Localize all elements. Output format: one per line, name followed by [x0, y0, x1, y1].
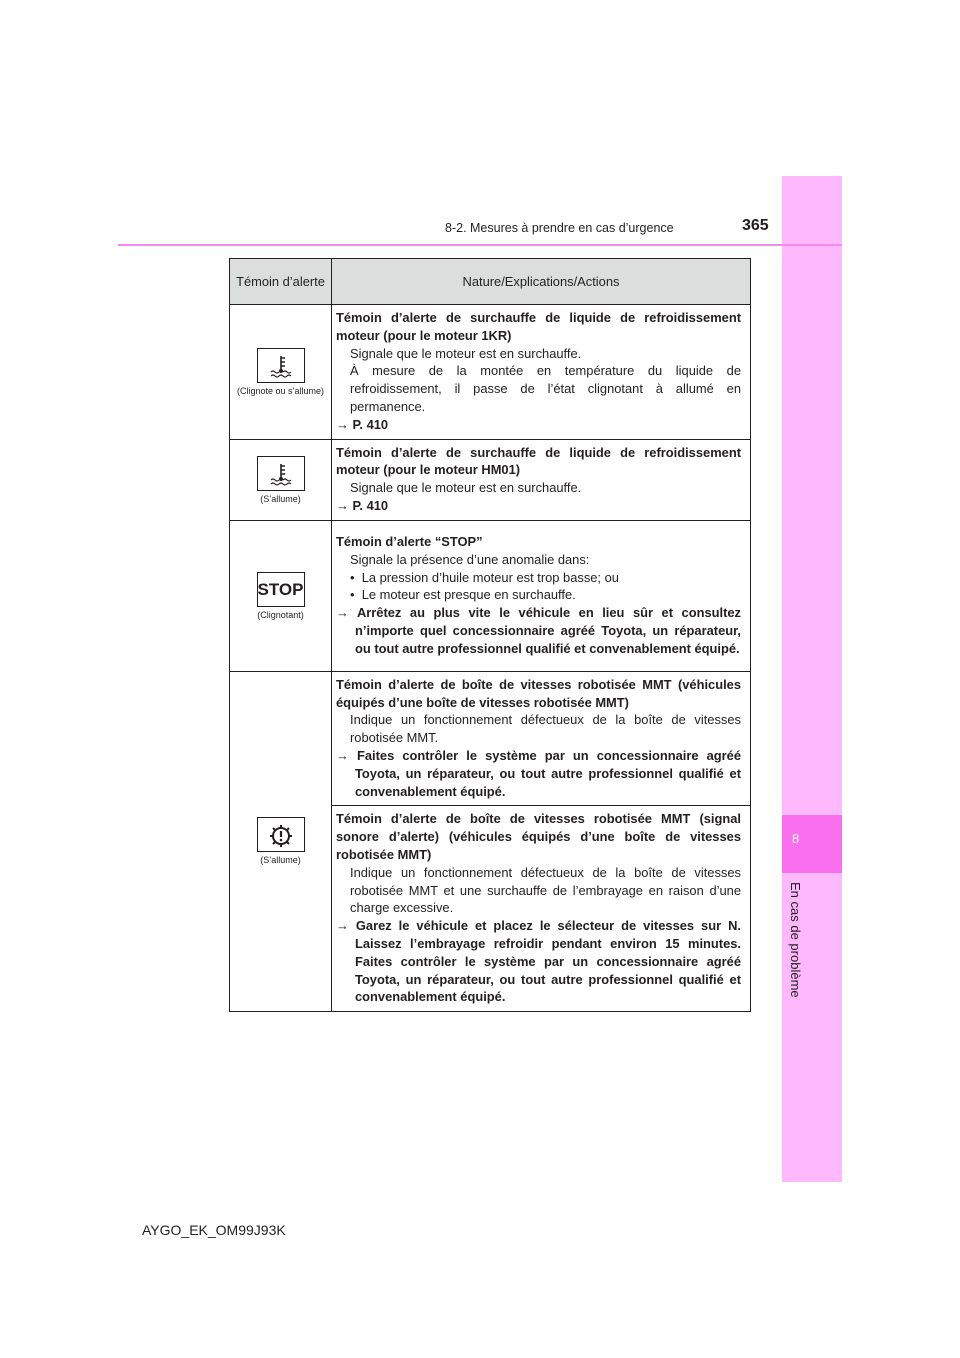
page-number: 365 — [742, 217, 769, 234]
action-text: → Arrêtez au plus vite le véhicule en lieu sûr et consultez n’importe quel concessionnaire agréé Toyota, un réparateur, ou tout autre professionnel qualifié et convenablement équipé. — [336, 605, 742, 656]
column-header-warning-light: Témoin d’alerte — [230, 259, 332, 305]
action-text: → Garez le véhicule et placez le sélecteur de vitesses sur N. Laissez l’embrayage refroidir pendant environ 15 minutes. Faites contrôler le système par un concessionnaire agréé Toyota, un réparateur, ou tout autre professionnel qualifié et convenablement équipé. — [336, 918, 741, 1005]
transmission-warning-icon — [257, 817, 305, 852]
icon-cell — [230, 671, 332, 1011]
row-title: Témoin d’alerte de surchauffe de liquide de refroidissement moteur (pour le moteur HM01) — [336, 444, 741, 478]
table-header-row — [230, 259, 751, 305]
icon-cell — [230, 439, 332, 520]
section-title: 8-2. Mesures à prendre en cas d’urgence — [445, 221, 674, 235]
chapter-number: 8 — [792, 831, 800, 846]
action-text: → Faites contrôler le système par un concessionnaire agréé Toyota, un réparateur, ou tout autre professionnel qualifié et convenablement équipé. — [336, 747, 741, 799]
row-title: Témoin d’alerte “STOP” — [336, 533, 483, 549]
details-cell — [332, 520, 751, 671]
coolant-temperature-icon — [257, 456, 305, 491]
icon-caption: (Clignote ou s’allume) — [236, 385, 325, 396]
stop-icon: STOP — [257, 572, 305, 607]
document-code: AYGO_EK_OM99J93K — [142, 1222, 286, 1238]
description: Signale que le moteur est en surchauffe. — [350, 345, 582, 361]
page-reference-link[interactable]: → P. 410 — [336, 416, 389, 432]
column-header-details: Nature/Explications/Actions — [332, 259, 751, 305]
description: Signale la présence d’une anomalie dans: — [350, 551, 590, 567]
row-title: Témoin d’alerte de surchauffe de liquide de refroidissement moteur (pour le moteur 1KR) — [336, 310, 741, 343]
details-cell — [332, 671, 751, 806]
description: Indique un fonctionnement défectueux de la boîte de vitesses robotisée MMT. — [350, 712, 741, 746]
table-row — [230, 439, 751, 520]
warning-lights-table — [229, 258, 751, 1012]
table-row — [230, 520, 751, 671]
details-cell — [332, 305, 751, 440]
row-title: Témoin d’alerte de boîte de vitesses robotisée MMT (véhicules équipés d’une boîte de vitesses robotisée MMT) — [336, 676, 741, 710]
chapter-title: En cas de problème — [788, 882, 803, 998]
bullet-item: • Le moteur est presque en surchauffe. — [350, 587, 576, 603]
description: Signale que le moteur est en surchauffe. — [350, 480, 582, 496]
icon-caption: (Clignotant) — [257, 609, 304, 620]
table-row — [230, 671, 751, 806]
bullet-item: • La pression d’huile moteur est trop basse; ou — [350, 569, 619, 585]
description: Indique un fonctionnement défectueux de la boîte de vitesses robotisée MMT et une surchauffe de l’embrayage en raison d’une charge excessive. — [350, 864, 741, 916]
chapter-tab[interactable] — [782, 815, 842, 873]
icon-cell — [230, 305, 332, 440]
coolant-temperature-icon — [257, 348, 305, 383]
description: À mesure de la montée en température du liquide de refroidissement, il passe de l’état clignotant à allumé en permanence. — [350, 363, 741, 414]
icon-caption: (S’allume) — [260, 493, 301, 504]
icon-cell — [230, 520, 332, 671]
chapter-sidebar — [782, 176, 842, 1182]
page-reference-link[interactable]: → P. 410 — [336, 497, 389, 513]
details-cell — [332, 806, 751, 1012]
details-cell — [332, 439, 751, 520]
row-title: Témoin d’alerte de boîte de vitesses robotisée MMT (signal sonore d’alerte) (véhicules équipés d’une boîte de vitesses robotisée MMT) — [336, 811, 741, 862]
header-divider — [118, 244, 842, 246]
table-row — [230, 305, 751, 440]
icon-caption: (S’allume) — [260, 855, 301, 866]
